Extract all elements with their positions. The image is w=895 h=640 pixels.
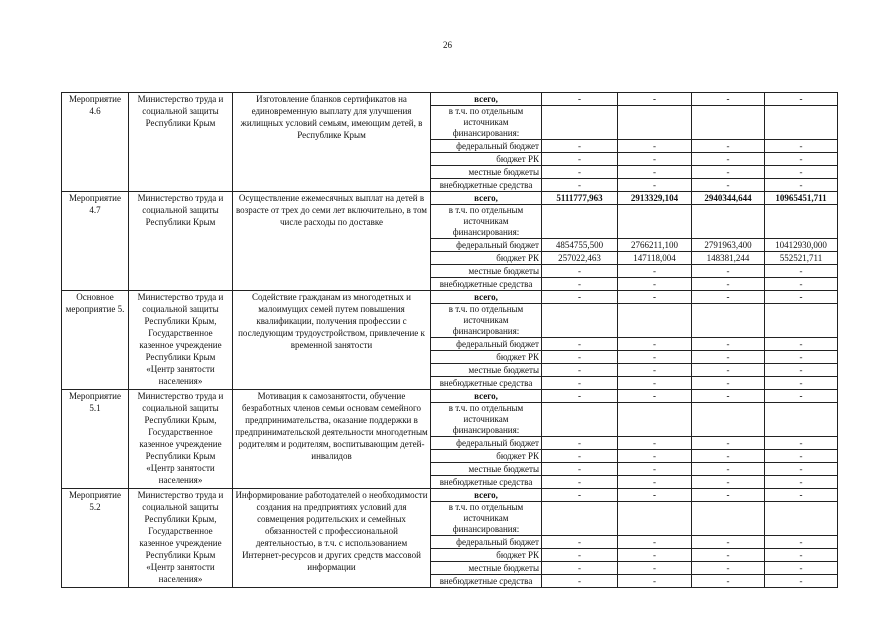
amount-cell bbox=[692, 403, 765, 437]
amount-cell: 4854755,500 bbox=[542, 239, 618, 252]
funding-source-cell: федеральный бюджет bbox=[431, 536, 542, 549]
funding-source-cell: внебюджетные средства bbox=[431, 377, 542, 390]
amount-cell bbox=[618, 403, 692, 437]
table-row bbox=[62, 93, 838, 106]
table-row bbox=[62, 291, 838, 304]
table-row bbox=[62, 390, 838, 403]
funding-source-cell: всего, bbox=[431, 192, 542, 205]
funding-source-cell: бюджет РК bbox=[431, 252, 542, 265]
amount-cell: - bbox=[765, 265, 838, 278]
executor-cell: Министерство труда и социальной защиты Республики Крым, Государственное казенное учреждение Республики Крым «Центр занятости населения» bbox=[129, 291, 233, 390]
amount-cell: - bbox=[765, 489, 838, 502]
amount-cell: - bbox=[765, 93, 838, 106]
amount-cell bbox=[618, 502, 692, 536]
amount-cell: - bbox=[692, 390, 765, 403]
amount-cell: - bbox=[765, 153, 838, 166]
funding-source-cell: местные бюджеты bbox=[431, 265, 542, 278]
funding-source-cell: внебюджетные средства bbox=[431, 575, 542, 588]
amount-cell: 2913329,104 bbox=[618, 192, 692, 205]
amount-cell: - bbox=[692, 278, 765, 291]
amount-cell: - bbox=[692, 450, 765, 463]
amount-cell: - bbox=[765, 562, 838, 575]
amount-cell: - bbox=[765, 166, 838, 179]
amount-cell: - bbox=[618, 476, 692, 489]
amount-cell: - bbox=[765, 437, 838, 450]
description-cell: Содействие гражданам из многодетных и малоимущих семей путем повышения квалификации, получения профессии с последующим трудоустройством, привлечение к временной занятости bbox=[233, 291, 431, 390]
amount-cell: - bbox=[765, 351, 838, 364]
amount-cell: - bbox=[542, 562, 618, 575]
amount-cell bbox=[692, 106, 765, 140]
amount-cell: - bbox=[692, 153, 765, 166]
amount-cell: - bbox=[692, 265, 765, 278]
amount-cell: 257022,463 bbox=[542, 252, 618, 265]
amount-cell bbox=[765, 205, 838, 239]
amount-cell: 10412930,000 bbox=[765, 239, 838, 252]
amount-cell: - bbox=[765, 450, 838, 463]
amount-cell: - bbox=[542, 489, 618, 502]
funding-source-cell: бюджет РК bbox=[431, 153, 542, 166]
amount-cell: - bbox=[618, 166, 692, 179]
amount-cell bbox=[765, 304, 838, 338]
amount-cell: - bbox=[542, 153, 618, 166]
amount-cell: - bbox=[618, 377, 692, 390]
amount-cell bbox=[765, 403, 838, 437]
amount-cell: 10965451,711 bbox=[765, 192, 838, 205]
amount-cell: - bbox=[692, 489, 765, 502]
funding-source-cell: внебюджетные средства bbox=[431, 278, 542, 291]
funding-source-cell: в т.ч. по отдельным источникам финансирования: bbox=[431, 502, 542, 536]
amount-cell bbox=[692, 304, 765, 338]
funding-source-cell: в т.ч. по отдельным источникам финансирования: bbox=[431, 403, 542, 437]
amount-cell: - bbox=[692, 140, 765, 153]
amount-cell: 552521,711 bbox=[765, 252, 838, 265]
amount-cell: - bbox=[542, 463, 618, 476]
amount-cell: - bbox=[618, 153, 692, 166]
amount-cell bbox=[542, 403, 618, 437]
amount-cell bbox=[542, 502, 618, 536]
amount-cell: - bbox=[618, 437, 692, 450]
amount-cell: - bbox=[692, 377, 765, 390]
amount-cell bbox=[618, 106, 692, 140]
amount-cell: - bbox=[542, 179, 618, 192]
amount-cell: - bbox=[542, 536, 618, 549]
amount-cell: - bbox=[542, 549, 618, 562]
executor-cell: Министерство труда и социальной защиты Республики Крым, Государственное казенное учреждение Республики Крым «Центр занятости населения» bbox=[129, 390, 233, 489]
measure-type-cell: Основное мероприятие 5. bbox=[62, 291, 129, 390]
funding-source-cell: федеральный бюджет bbox=[431, 437, 542, 450]
executor-cell: Министерство труда и социальной защиты Республики Крым bbox=[129, 93, 233, 192]
amount-cell: - bbox=[618, 338, 692, 351]
funding-source-cell: в т.ч. по отдельным источникам финансирования: bbox=[431, 304, 542, 338]
amount-cell: - bbox=[618, 140, 692, 153]
funding-source-cell: в т.ч. по отдельным источникам финансирования: bbox=[431, 106, 542, 140]
amount-cell: - bbox=[692, 291, 765, 304]
amount-cell bbox=[542, 304, 618, 338]
amount-cell: - bbox=[765, 390, 838, 403]
amount-cell bbox=[542, 106, 618, 140]
amount-cell: - bbox=[618, 364, 692, 377]
amount-cell: - bbox=[692, 562, 765, 575]
amount-cell: - bbox=[765, 140, 838, 153]
amount-cell: - bbox=[618, 575, 692, 588]
amount-cell: - bbox=[618, 351, 692, 364]
amount-cell bbox=[618, 205, 692, 239]
amount-cell bbox=[765, 106, 838, 140]
amount-cell: - bbox=[542, 291, 618, 304]
amount-cell: - bbox=[618, 179, 692, 192]
amount-cell: - bbox=[692, 476, 765, 489]
description-cell: Информирование работодателей о необходимости создания на предприятиях условий для совмещения родительских и семейных обязанностей с профессиональной деятельностью, в т.ч. с использованием Интернет-ресурсов и других средств массовой информации bbox=[233, 489, 431, 588]
amount-cell: - bbox=[542, 377, 618, 390]
amount-cell: - bbox=[765, 476, 838, 489]
funding-source-cell: местные бюджеты bbox=[431, 166, 542, 179]
page-number: 26 bbox=[443, 40, 452, 50]
amount-cell: - bbox=[765, 338, 838, 351]
amount-cell: 2940344,644 bbox=[692, 192, 765, 205]
amount-cell: - bbox=[542, 278, 618, 291]
amount-cell: - bbox=[618, 390, 692, 403]
amount-cell: - bbox=[692, 549, 765, 562]
amount-cell: - bbox=[692, 364, 765, 377]
funding-source-cell: бюджет РК bbox=[431, 351, 542, 364]
funding-source-cell: в т.ч. по отдельным источникам финансирования: bbox=[431, 205, 542, 239]
amount-cell: - bbox=[618, 489, 692, 502]
amount-cell: - bbox=[542, 351, 618, 364]
amount-cell bbox=[542, 205, 618, 239]
amount-cell bbox=[765, 502, 838, 536]
description-cell: Осуществление ежемесячных выплат на детей в возрасте от трех до семи лет включительно, в том числе расходы по доставке bbox=[233, 192, 431, 291]
amount-cell bbox=[618, 304, 692, 338]
description-cell: Изготовление бланков сертификатов на единовременную выплату для улучшения жилищных условий семьям, имеющим детей, в Республике Крым bbox=[233, 93, 431, 192]
measure-type-cell: Мероприятие 5.1 bbox=[62, 390, 129, 489]
amount-cell: - bbox=[765, 575, 838, 588]
amount-cell: - bbox=[765, 364, 838, 377]
amount-cell: 148381,244 bbox=[692, 252, 765, 265]
amount-cell: - bbox=[542, 476, 618, 489]
amount-cell: - bbox=[692, 536, 765, 549]
amount-cell: - bbox=[542, 437, 618, 450]
table-row bbox=[62, 489, 838, 502]
amount-cell: - bbox=[618, 93, 692, 106]
funding-source-cell: внебюджетные средства bbox=[431, 179, 542, 192]
amount-cell: 2791963,400 bbox=[692, 239, 765, 252]
table-row bbox=[62, 192, 838, 205]
amount-cell: - bbox=[765, 549, 838, 562]
funding-source-cell: всего, bbox=[431, 93, 542, 106]
amount-cell: - bbox=[692, 463, 765, 476]
amount-cell: 2766211,100 bbox=[618, 239, 692, 252]
amount-cell: 5111777,963 bbox=[542, 192, 618, 205]
amount-cell: - bbox=[618, 463, 692, 476]
funding-source-cell: федеральный бюджет bbox=[431, 338, 542, 351]
amount-cell: - bbox=[765, 536, 838, 549]
amount-cell: - bbox=[618, 278, 692, 291]
amount-cell: - bbox=[542, 390, 618, 403]
amount-cell: - bbox=[542, 450, 618, 463]
amount-cell: - bbox=[765, 291, 838, 304]
funding-source-cell: бюджет РК bbox=[431, 549, 542, 562]
funding-source-cell: всего, bbox=[431, 390, 542, 403]
funding-source-cell: местные бюджеты bbox=[431, 364, 542, 377]
description-cell: Мотивация к самозанятости, обучение безработных членов семьи основам семейного предпринимательства, оказание поддержки в предпринимательской деятельности многодетным родителям и родителям, воспитывающим детей-инвалидов bbox=[233, 390, 431, 489]
amount-cell: - bbox=[765, 179, 838, 192]
amount-cell: - bbox=[542, 140, 618, 153]
amount-cell: - bbox=[692, 93, 765, 106]
amount-cell: - bbox=[542, 338, 618, 351]
amount-cell: - bbox=[542, 93, 618, 106]
executor-cell: Министерство труда и социальной защиты Республики Крым bbox=[129, 192, 233, 291]
funding-source-cell: всего, bbox=[431, 291, 542, 304]
amount-cell bbox=[692, 205, 765, 239]
amount-cell: - bbox=[765, 377, 838, 390]
amount-cell: - bbox=[542, 364, 618, 377]
funding-source-cell: местные бюджеты bbox=[431, 463, 542, 476]
amount-cell: - bbox=[618, 536, 692, 549]
amount-cell: - bbox=[618, 562, 692, 575]
amount-cell: - bbox=[692, 437, 765, 450]
amount-cell: - bbox=[618, 265, 692, 278]
executor-cell: Министерство труда и социальной защиты Республики Крым, Государственное казенное учреждение Республики Крым «Центр занятости населения» bbox=[129, 489, 233, 588]
amount-cell bbox=[692, 502, 765, 536]
amount-cell: - bbox=[692, 166, 765, 179]
amount-cell: - bbox=[618, 291, 692, 304]
financing-table bbox=[61, 92, 838, 588]
funding-source-cell: местные бюджеты bbox=[431, 562, 542, 575]
measure-type-cell: Мероприятие 4.7 bbox=[62, 192, 129, 291]
amount-cell: 147118,004 bbox=[618, 252, 692, 265]
amount-cell: - bbox=[618, 450, 692, 463]
funding-source-cell: бюджет РК bbox=[431, 450, 542, 463]
amount-cell: - bbox=[692, 179, 765, 192]
amount-cell: - bbox=[692, 338, 765, 351]
funding-source-cell: всего, bbox=[431, 489, 542, 502]
amount-cell: - bbox=[618, 549, 692, 562]
amount-cell: - bbox=[542, 166, 618, 179]
measure-type-cell: Мероприятие 4.6 bbox=[62, 93, 129, 192]
amount-cell: - bbox=[542, 575, 618, 588]
amount-cell: - bbox=[692, 351, 765, 364]
amount-cell: - bbox=[542, 265, 618, 278]
amount-cell: - bbox=[765, 463, 838, 476]
amount-cell: - bbox=[765, 278, 838, 291]
funding-source-cell: внебюджетные средства bbox=[431, 476, 542, 489]
measure-type-cell: Мероприятие 5.2 bbox=[62, 489, 129, 588]
amount-cell: - bbox=[692, 575, 765, 588]
funding-source-cell: федеральный бюджет bbox=[431, 140, 542, 153]
funding-source-cell: федеральный бюджет bbox=[431, 239, 542, 252]
